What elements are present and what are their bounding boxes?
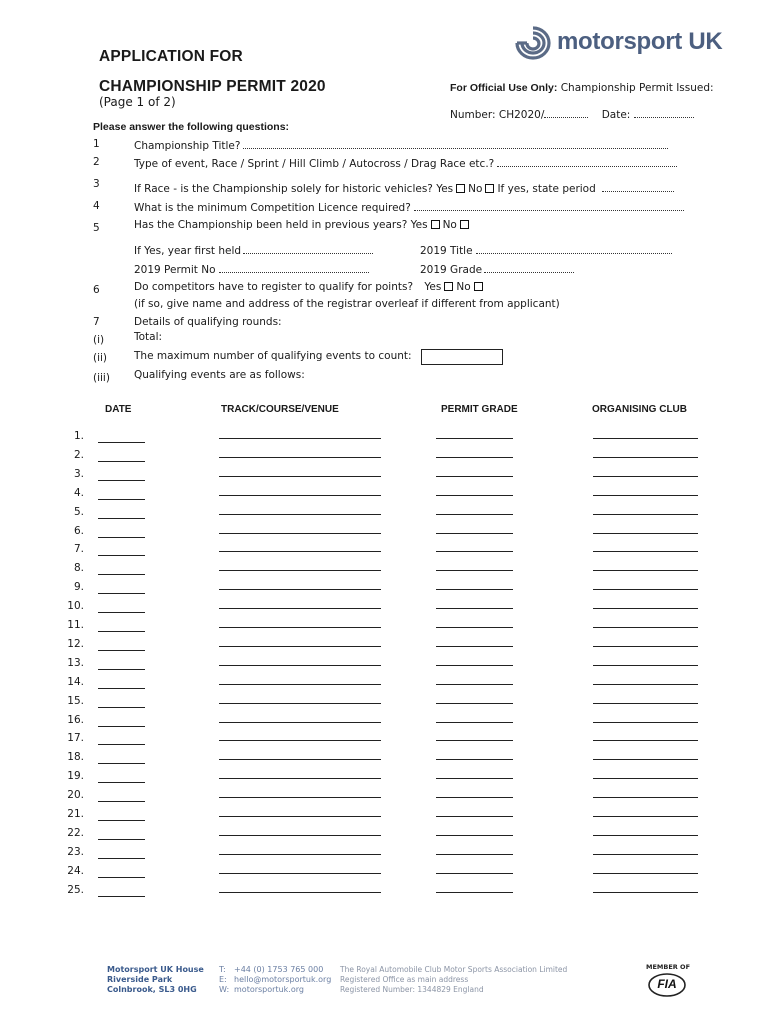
row-number: 6. <box>73 524 84 537</box>
organising-club-field[interactable] <box>593 646 698 647</box>
organising-club-field[interactable] <box>593 873 698 874</box>
permit-grade-field[interactable] <box>436 778 513 779</box>
permit-grade-field[interactable] <box>436 873 513 874</box>
organising-club-field[interactable] <box>593 551 698 552</box>
date-field[interactable] <box>98 631 145 632</box>
venue-field[interactable] <box>219 514 381 515</box>
first-held-label: If Yes, year first held <box>134 245 242 257</box>
row-number: 4. <box>73 486 84 499</box>
permit-grade-field[interactable] <box>436 797 513 798</box>
date-field[interactable] <box>98 688 145 689</box>
organising-club-field[interactable] <box>593 570 698 571</box>
permit-number-label: Number: CH2020/ <box>450 109 545 121</box>
organising-club-field[interactable] <box>593 533 698 534</box>
venue-field[interactable] <box>219 797 381 798</box>
web-label: W: <box>219 985 230 994</box>
footer-address <box>107 965 204 995</box>
permit-grade-field[interactable] <box>436 740 513 741</box>
date-field[interactable] <box>98 877 145 878</box>
permit-grade-field[interactable] <box>436 495 513 496</box>
email-label: E: <box>219 975 227 984</box>
previous-yes-checkbox[interactable] <box>431 220 440 229</box>
date-field[interactable] <box>98 744 145 745</box>
permit-grade-field[interactable] <box>436 759 513 760</box>
historic-period-label: If yes, state period <box>497 183 596 195</box>
official-use-label: For Official Use Only: <box>450 82 558 94</box>
venue-field[interactable] <box>219 778 381 779</box>
title-2019-field[interactable] <box>476 243 672 254</box>
email-link[interactable]: hello@motorsportuk.org <box>234 975 332 984</box>
question-number: (ii) <box>93 352 108 364</box>
date-field[interactable] <box>98 442 145 443</box>
row-number: 25. <box>67 883 84 896</box>
venue-field[interactable] <box>219 835 381 836</box>
venue-field[interactable] <box>219 854 381 855</box>
organising-club-field[interactable] <box>593 722 698 723</box>
row-number: 20. <box>67 789 84 802</box>
date-field[interactable] <box>98 669 145 670</box>
question-number: (iii) <box>93 372 110 384</box>
member-of-label: MEMBER OF <box>646 963 691 971</box>
venue-field[interactable] <box>219 533 381 534</box>
date-field[interactable] <box>98 499 145 500</box>
question-3 <box>134 181 674 195</box>
intro-text: Please answer the following questions: <box>93 121 290 133</box>
question-6 <box>134 281 486 293</box>
question-7ii-text: The maximum number of qualifying events to count: <box>134 350 412 362</box>
date-field[interactable] <box>98 537 145 538</box>
permit-grade-field[interactable] <box>436 646 513 647</box>
row-number: 23. <box>67 845 84 858</box>
footer-legal-line: Registered Number: 1344829 England <box>340 985 484 994</box>
permit-number-field[interactable] <box>544 107 588 118</box>
row-number: 13. <box>67 656 84 669</box>
grade-2019-label: 2019 Grade <box>420 264 483 276</box>
title-2019-row <box>420 243 672 257</box>
venue-field[interactable] <box>219 873 381 874</box>
grade-2019-field[interactable] <box>484 262 574 273</box>
footer-address-line: Motorsport UK House <box>107 965 204 974</box>
question-number: 6 <box>93 284 100 296</box>
date-field[interactable] <box>98 612 145 613</box>
motorsport-uk-logo <box>513 24 743 64</box>
phone-value: +44 (0) 1753 765 000 <box>234 965 324 974</box>
question-3-text: If Race - is the Championship solely for historic vehicles? Yes <box>134 183 454 195</box>
question-6-note: (if so, give name and address of the registrar overleaf if different from applicant) <box>134 298 560 310</box>
register-no-label: No <box>456 281 471 293</box>
date-field[interactable] <box>98 461 145 462</box>
question-7iii-text: Qualifying events are as follows: <box>134 369 305 381</box>
permit-grade-field[interactable] <box>436 476 513 477</box>
venue-field[interactable] <box>219 551 381 552</box>
permit-grade-field[interactable] <box>436 722 513 723</box>
official-date-field[interactable] <box>634 107 694 118</box>
date-field[interactable] <box>98 480 145 481</box>
question-number: 2 <box>93 156 100 168</box>
date-field[interactable] <box>98 574 145 575</box>
permit-grade-field[interactable] <box>436 835 513 836</box>
question-5-text: Has the Championship been held in previous years? Yes <box>134 219 428 231</box>
question-number: 4 <box>93 200 100 212</box>
permit-grade-field[interactable] <box>436 457 513 458</box>
footer-address-line: Riverside Park <box>107 975 173 984</box>
footer-legal-line: Registered Office as main address <box>340 975 469 984</box>
first-held-field[interactable] <box>243 243 373 254</box>
question-number: (i) <box>93 334 105 346</box>
venue-field[interactable] <box>219 892 381 893</box>
logo-mark-icon <box>513 24 553 62</box>
organising-club-field[interactable] <box>593 740 698 741</box>
permit-2019-field[interactable] <box>219 262 369 273</box>
event-type-field[interactable] <box>497 156 677 167</box>
row-number: 21. <box>67 808 84 820</box>
organising-club-field[interactable] <box>593 457 698 458</box>
organising-club-field[interactable] <box>593 627 698 628</box>
previous-no-checkbox[interactable] <box>460 220 469 229</box>
date-field[interactable] <box>98 593 145 594</box>
official-number-line <box>450 107 694 121</box>
organising-club-column-header: ORGANISING CLUB <box>592 404 687 415</box>
question-1 <box>134 138 668 152</box>
fia-text: FIA <box>657 977 677 991</box>
row-number: 17. <box>67 732 84 745</box>
date-field[interactable] <box>98 782 145 783</box>
organising-club-field[interactable] <box>593 816 698 817</box>
venue-field[interactable] <box>219 759 381 760</box>
row-number: 7. <box>73 543 84 556</box>
organising-club-field[interactable] <box>593 589 698 590</box>
permit-grade-field[interactable] <box>436 551 513 552</box>
row-number: 2. <box>73 448 84 461</box>
first-held-row <box>134 243 373 257</box>
organising-club-field[interactable] <box>593 759 698 760</box>
championship-title-field[interactable] <box>243 138 668 149</box>
footer-legal-line: The Royal Automobile Club Motor Sports Association Limited <box>340 965 568 974</box>
permit-grade-field[interactable] <box>436 570 513 571</box>
question-number: 1 <box>93 138 100 150</box>
question-2 <box>134 156 677 170</box>
date-field[interactable] <box>98 820 145 821</box>
question-5 <box>134 219 472 231</box>
permit-grade-field[interactable] <box>436 608 513 609</box>
footer-contact-values <box>234 965 331 995</box>
permit-2019-row <box>134 262 369 276</box>
row-number: 15. <box>67 694 84 707</box>
row-number: 9. <box>73 581 84 594</box>
permit-grade-field[interactable] <box>436 627 513 628</box>
venue-field[interactable] <box>219 722 381 723</box>
question-number: 3 <box>93 178 100 190</box>
organising-club-field[interactable] <box>593 608 698 609</box>
row-number: 12. <box>67 637 84 650</box>
permit-grade-field[interactable] <box>436 854 513 855</box>
venue-field[interactable] <box>219 627 381 628</box>
row-number: 24. <box>67 864 84 877</box>
official-use-line <box>450 82 714 94</box>
organising-club-field[interactable] <box>593 665 698 666</box>
title-line-1: APPLICATION FOR <box>99 48 243 65</box>
permit-grade-field[interactable] <box>436 684 513 685</box>
date-field[interactable] <box>98 839 145 840</box>
licence-field[interactable] <box>414 200 684 211</box>
organising-club-field[interactable] <box>593 476 698 477</box>
register-yes-checkbox[interactable] <box>444 282 453 291</box>
row-number: 18. <box>67 751 84 764</box>
date-column-header: DATE <box>105 404 132 415</box>
venue-field[interactable] <box>219 495 381 496</box>
question-2-text: Type of event, Race / Sprint / Hill Climb / Autocross / Drag Race etc.? <box>134 158 495 170</box>
permit-issued-label: Championship Permit Issued: <box>560 82 714 94</box>
permit-2019-label: 2019 Permit No <box>134 264 216 276</box>
row-number: 1. <box>73 430 84 442</box>
date-field[interactable] <box>98 896 145 897</box>
question-1-text: Championship Title? <box>134 140 241 152</box>
fia-logo <box>648 973 686 997</box>
register-yes-label: Yes <box>424 281 442 293</box>
row-number: 8. <box>73 562 84 575</box>
permit-grade-column-header: PERMIT GRADE <box>441 404 518 415</box>
date-field[interactable] <box>98 726 145 727</box>
date-field[interactable] <box>98 518 145 519</box>
question-6-text: Do competitors have to register to qualify for points? <box>134 281 414 293</box>
venue-column-header: TRACK/COURSE/VENUE <box>221 404 339 415</box>
historic-no-label: No <box>468 183 483 195</box>
footer-contact-labels <box>219 965 229 995</box>
organising-club-field[interactable] <box>593 797 698 798</box>
permit-grade-field[interactable] <box>436 703 513 704</box>
page-indicator: (Page 1 of 2) <box>99 95 176 109</box>
date-field[interactable] <box>98 801 145 802</box>
permit-grade-field[interactable] <box>436 816 513 817</box>
venue-field[interactable] <box>219 438 381 439</box>
date-field[interactable] <box>98 555 145 556</box>
permit-grade-field[interactable] <box>436 589 513 590</box>
max-events-box[interactable] <box>421 349 503 365</box>
venue-field[interactable] <box>219 740 381 741</box>
date-field[interactable] <box>98 650 145 651</box>
row-number: 11. <box>67 619 84 631</box>
row-number: 3. <box>73 467 84 480</box>
venue-field[interactable] <box>219 646 381 647</box>
date-field[interactable] <box>98 763 145 764</box>
permit-grade-field[interactable] <box>436 533 513 534</box>
organising-club-field[interactable] <box>593 854 698 855</box>
historic-no-checkbox[interactable] <box>485 184 494 193</box>
row-number: 16. <box>67 713 84 726</box>
venue-field[interactable] <box>219 703 381 704</box>
row-number: 5. <box>73 505 84 518</box>
organising-club-field[interactable] <box>593 835 698 836</box>
venue-field[interactable] <box>219 816 381 817</box>
organising-club-field[interactable] <box>593 778 698 779</box>
organising-club-field[interactable] <box>593 438 698 439</box>
title-2019-label: 2019 Title <box>420 245 473 257</box>
permit-grade-field[interactable] <box>436 665 513 666</box>
logo-text: motorsport UK <box>557 28 723 55</box>
venue-field[interactable] <box>219 589 381 590</box>
organising-club-field[interactable] <box>593 703 698 704</box>
question-number: 7 <box>93 316 100 328</box>
venue-field[interactable] <box>219 457 381 458</box>
date-field[interactable] <box>98 707 145 708</box>
question-7i-text: Total: <box>134 331 163 343</box>
venue-field[interactable] <box>219 608 381 609</box>
venue-field[interactable] <box>219 665 381 666</box>
title-line-2: CHAMPIONSHIP PERMIT 2020 <box>99 78 326 95</box>
footer-address-line: Colnbrook, SL3 0HG <box>107 985 197 994</box>
row-number: 14. <box>67 675 84 688</box>
row-number: 19. <box>67 770 84 783</box>
date-field[interactable] <box>98 858 145 859</box>
organising-club-field[interactable] <box>593 892 698 893</box>
venue-field[interactable] <box>219 476 381 477</box>
historic-period-field[interactable] <box>602 181 674 192</box>
phone-label: T: <box>219 965 226 974</box>
web-link[interactable]: motorsportuk.org <box>234 985 304 994</box>
permit-grade-field[interactable] <box>436 892 513 893</box>
question-number: 5 <box>93 222 100 234</box>
question-4-text: What is the minimum Competition Licence required? <box>134 202 411 214</box>
venue-field[interactable] <box>219 570 381 571</box>
venue-field[interactable] <box>219 684 381 685</box>
previous-no-label: No <box>442 219 457 231</box>
register-no-checkbox[interactable] <box>474 282 483 291</box>
question-7-text: Details of qualifying rounds: <box>134 316 282 328</box>
permit-grade-field[interactable] <box>436 438 513 439</box>
permit-grade-field[interactable] <box>436 514 513 515</box>
row-number: 22. <box>67 826 84 839</box>
official-date-label: Date: <box>601 109 631 121</box>
organising-club-field[interactable] <box>593 684 698 685</box>
organising-club-field[interactable] <box>593 514 698 515</box>
footer-legal <box>340 965 567 995</box>
grade-2019-row <box>420 262 574 276</box>
organising-club-field[interactable] <box>593 495 698 496</box>
historic-yes-checkbox[interactable] <box>456 184 465 193</box>
row-number: 10. <box>67 600 84 613</box>
question-4 <box>134 200 684 214</box>
